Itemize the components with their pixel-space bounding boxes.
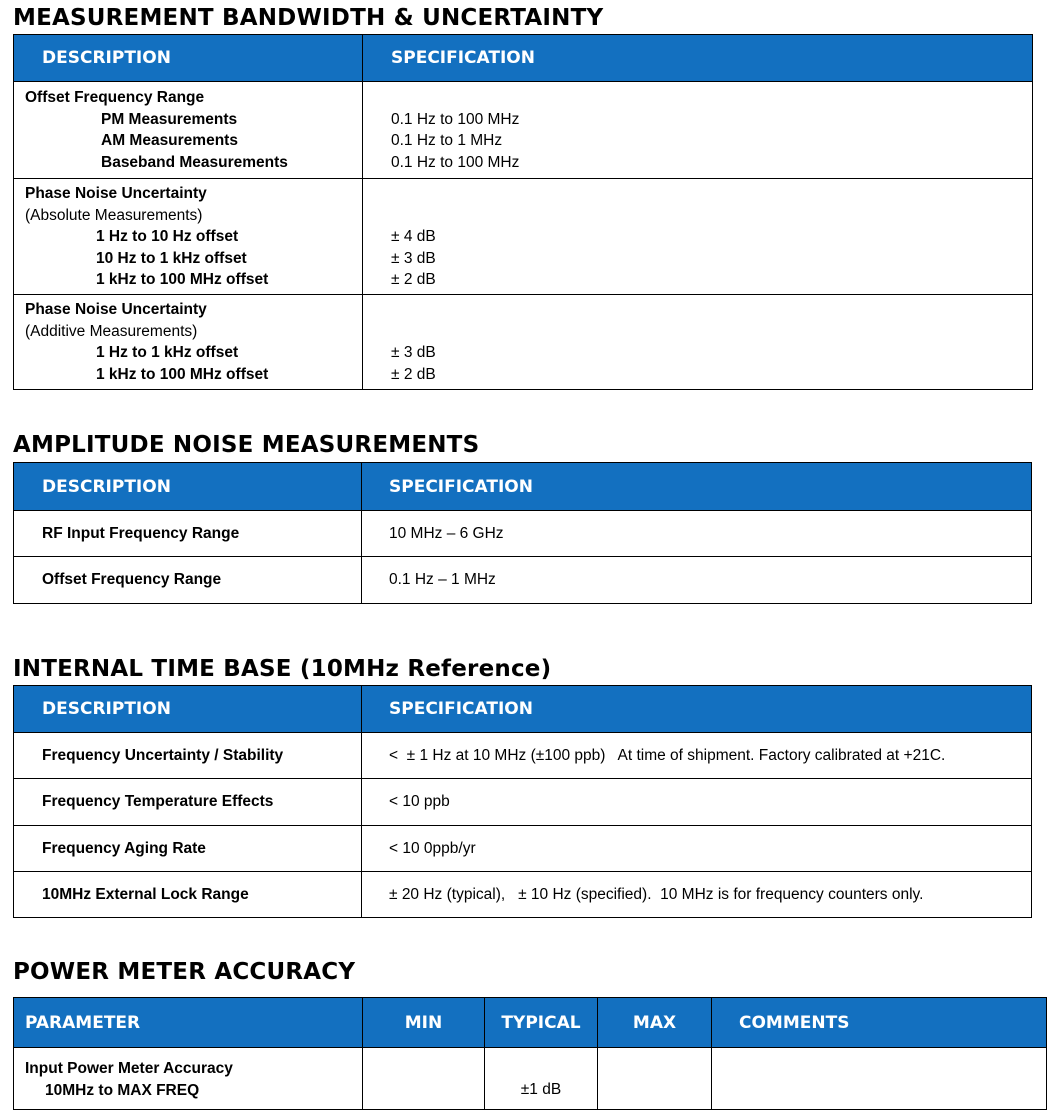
table-row (14, 1048, 1047, 1110)
sub-item: Baseband Measurements (101, 153, 288, 171)
power-table (13, 997, 1047, 1110)
table-row (14, 733, 1032, 779)
header-typical: TYPICAL (485, 998, 598, 1048)
sub-item: 1 Hz to 1 kHz offset (96, 344, 239, 361)
section-title-amplitude: AMPLITUDE NOISE MEASUREMENTS (13, 432, 480, 458)
header-comments: COMMENTS (712, 998, 1047, 1048)
description-cell: RF Input Frequency Range (14, 511, 362, 557)
row-heading: Input Power Meter Accuracy (25, 1060, 233, 1077)
section-title-power: POWER METER ACCURACY (13, 959, 356, 985)
table-row (14, 872, 1032, 918)
spec-value: ± 2 dB (391, 271, 436, 288)
bandwidth-table (13, 34, 1033, 390)
description-cell (14, 295, 363, 390)
section-title-bandwidth: MEASUREMENT BANDWIDTH & UNCERTAINTY (13, 5, 604, 31)
table-row (14, 826, 1032, 872)
table-row (14, 82, 1033, 179)
header-specification: SPECIFICATION (362, 686, 1032, 733)
table-row (14, 511, 1032, 557)
header-min: MIN (363, 998, 485, 1048)
description-cell: 10MHz External Lock Range (14, 872, 362, 918)
description-cell: Frequency Uncertainty / Stability (14, 733, 362, 779)
spec-value: ± 2 dB (391, 365, 436, 383)
specification-cell: < 10 ppb (362, 779, 1032, 826)
header-specification: SPECIFICATION (362, 463, 1032, 511)
section-title-timebase: INTERNAL TIME BASE (10MHz Reference) (13, 656, 552, 682)
row-heading: Phase Noise Uncertainty (25, 301, 207, 318)
specification-cell: < 10 0ppb/yr (362, 826, 1032, 872)
description-cell: Frequency Temperature Effects (14, 779, 362, 826)
spec-value: 0.1 Hz to 100 MHz (391, 153, 520, 171)
max-cell (598, 1048, 712, 1110)
header-max: MAX (598, 998, 712, 1048)
table-row (14, 779, 1032, 826)
spec-value: 0.1 Hz to 1 MHz (391, 132, 503, 149)
description-cell (14, 82, 363, 179)
header-description: DESCRIPTION (14, 686, 362, 733)
row-heading: Phase Noise Uncertainty (25, 185, 207, 202)
sub-item: 1 Hz to 10 Hz offset (96, 228, 239, 245)
specification-cell (363, 295, 1033, 390)
description-cell (14, 179, 363, 295)
min-cell (363, 1048, 485, 1110)
sub-item: 10 Hz to 1 kHz offset (96, 249, 247, 267)
table-row (14, 179, 1033, 295)
table-row (14, 295, 1033, 390)
sub-item: 1 kHz to 100 MHz offset (96, 365, 269, 383)
specification-cell (363, 82, 1033, 179)
description-cell: Offset Frequency Range (14, 557, 362, 604)
specification-cell (363, 179, 1033, 295)
sub-item: 10MHz to MAX FREQ (45, 1081, 200, 1099)
spec-value: ± 3 dB (391, 249, 436, 267)
spec-value: ± 3 dB (391, 344, 436, 361)
header-description: DESCRIPTION (14, 35, 363, 82)
sub-item: 1 kHz to 100 MHz offset (96, 271, 269, 288)
amplitude-table (13, 462, 1032, 604)
header-parameter: PARAMETER (14, 998, 363, 1048)
row-subheading: (Additive Measurements) (25, 322, 198, 340)
header-specification: SPECIFICATION (363, 35, 1033, 82)
row-heading: Offset Frequency Range (25, 89, 205, 106)
sub-item: AM Measurements (101, 132, 238, 149)
specification-cell: 10 MHz – 6 GHz (362, 511, 1032, 557)
comments-cell (712, 1048, 1047, 1110)
specification-cell: 0.1 Hz – 1 MHz (362, 557, 1032, 604)
table-row (14, 557, 1032, 604)
specification-cell: ± 20 Hz (typical), ± 10 Hz (specified). 10 MHz is for frequency counters only. (362, 872, 1032, 918)
spec-value: ±1 dB (520, 1081, 562, 1098)
row-subheading: (Absolute Measurements) (25, 206, 203, 224)
timebase-table (13, 685, 1032, 918)
sub-item: PM Measurements (101, 110, 238, 128)
header-description: DESCRIPTION (14, 463, 362, 511)
specification-cell: < ± 1 Hz at 10 MHz (±100 ppb) At time of shipment. Factory calibrated at +21C. (362, 733, 1032, 779)
typical-cell (485, 1048, 598, 1110)
spec-value: ± 4 dB (391, 228, 436, 245)
description-cell: Frequency Aging Rate (14, 826, 362, 872)
spec-value: 0.1 Hz to 100 MHz (391, 110, 520, 128)
parameter-cell (14, 1048, 363, 1110)
